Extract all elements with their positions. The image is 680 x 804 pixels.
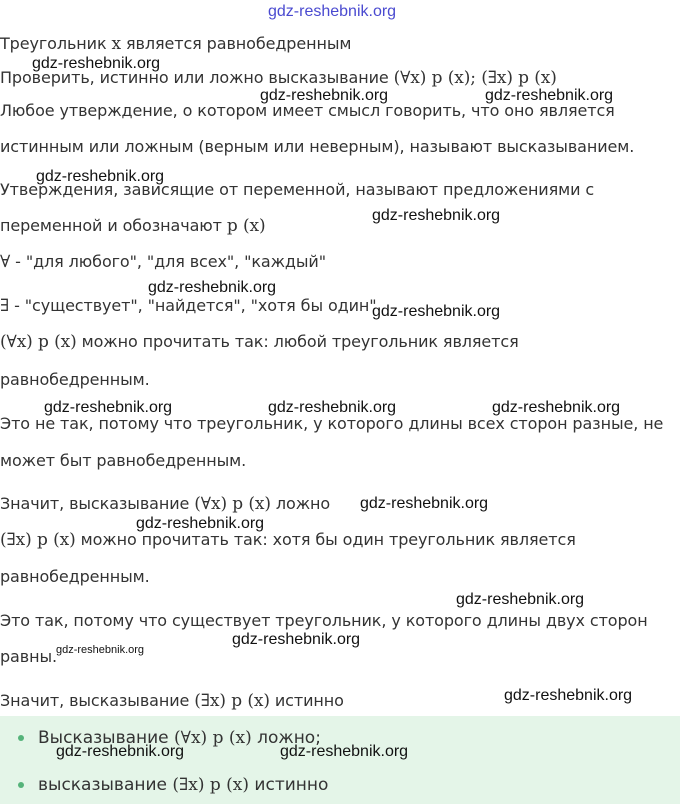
text: переменной и обозначают [0, 216, 227, 235]
watermark: gdz-reshebnik.org [280, 743, 409, 760]
text: является равнобедренным [121, 34, 352, 53]
watermark: gdz-reshebnik.org [36, 168, 165, 185]
math-formula: (∀x) p (x) [0, 332, 77, 352]
reading-line [0, 332, 519, 352]
watermark: gdz-reshebnik.org [372, 207, 501, 224]
watermark: gdz-reshebnik.org [268, 3, 397, 20]
math-formula: (∀x) p (x); (∃x) p (x) [393, 68, 557, 88]
definition-line: Любое утверждение, о котором имеет смысл говорить, что оно является [0, 101, 615, 120]
watermark: gdz-reshebnik.org [456, 591, 585, 608]
math-formula: (∃x) p (x) [172, 775, 250, 795]
watermark: gdz-reshebnik.org [32, 55, 161, 72]
text: истинно [249, 775, 329, 795]
quantifier-definition [0, 296, 377, 316]
text: Значит, высказывание [0, 691, 195, 710]
definition-line: истинным или ложным (верным или неверным), называют высказыванием. [0, 137, 635, 156]
reasoning-line: Это не так, потому что треугольник, у которого длины всех сторон разные, не [0, 414, 664, 433]
text: можно прочитать так: хотя бы один треугольник является [75, 530, 576, 549]
forall-symbol: ∀ [0, 252, 11, 272]
watermark: gdz-reshebnik.org [232, 631, 361, 648]
watermark: gdz-reshebnik.org [492, 399, 621, 416]
text: Треугольник [0, 34, 112, 53]
reasoning-line: Это так, потому что существует треугольник, у которого длины двух сторон [0, 611, 648, 630]
watermark: gdz-reshebnik.org [360, 495, 489, 512]
text: высказывание [38, 775, 173, 795]
bullet-dot-icon [18, 735, 24, 741]
watermark: gdz-reshebnik.org [372, 303, 501, 320]
watermark: gdz-reshebnik.org [504, 687, 633, 704]
reading-line [0, 530, 576, 550]
text: Значит, высказывание [0, 494, 195, 513]
watermark: gdz-reshebnik.org [44, 399, 173, 416]
reasoning-line: может быт равнобедренным. [0, 451, 247, 470]
watermark: gdz-reshebnik.org [268, 399, 397, 416]
reading-line: равнобедренным. [0, 567, 150, 586]
watermark: gdz-reshebnik.org [56, 743, 185, 760]
reasoning-line: равны. [0, 647, 57, 666]
conclusion-line [0, 494, 330, 514]
conclusion-line [0, 691, 344, 711]
watermark: gdz-reshebnik.org [260, 87, 389, 104]
math-formula: (∃x) p (x) [194, 691, 270, 711]
bullet-dot-icon [18, 782, 24, 788]
text: Высказывание [38, 728, 175, 748]
text: можно прочитать так: любой треугольник является [76, 332, 519, 351]
quantifier-definition [0, 252, 326, 272]
exists-symbol: ∃ [0, 296, 10, 316]
watermark: gdz-reshebnik.org [56, 644, 145, 656]
math-formula: (∀x) p (x) [194, 494, 271, 514]
text: ложно [270, 494, 331, 513]
text: - "существует", "найдется", "хотя бы один" [9, 296, 377, 315]
text: - "для любого", "для всех", "каждый" [10, 252, 326, 271]
math-variable: x [111, 34, 122, 54]
text: Проверить, истинно или ложно высказывание [0, 68, 394, 87]
definition-line [0, 216, 266, 236]
watermark: gdz-reshebnik.org [148, 279, 277, 296]
text: ложно; [251, 728, 321, 748]
watermark: gdz-reshebnik.org [136, 515, 265, 532]
summary-item [38, 774, 328, 796]
problem-statement [0, 34, 351, 54]
math-formula: p (x) [226, 216, 266, 236]
watermark: gdz-reshebnik.org [485, 87, 614, 104]
reading-line: равнобедренным. [0, 370, 150, 389]
text: истинно [269, 691, 344, 710]
math-formula: (∀x) p (x) [174, 728, 252, 748]
math-formula: (∃x) p (x) [0, 530, 76, 550]
definition-line: Утверждения, зависящие от переменной, называют предложениями с [0, 180, 595, 199]
